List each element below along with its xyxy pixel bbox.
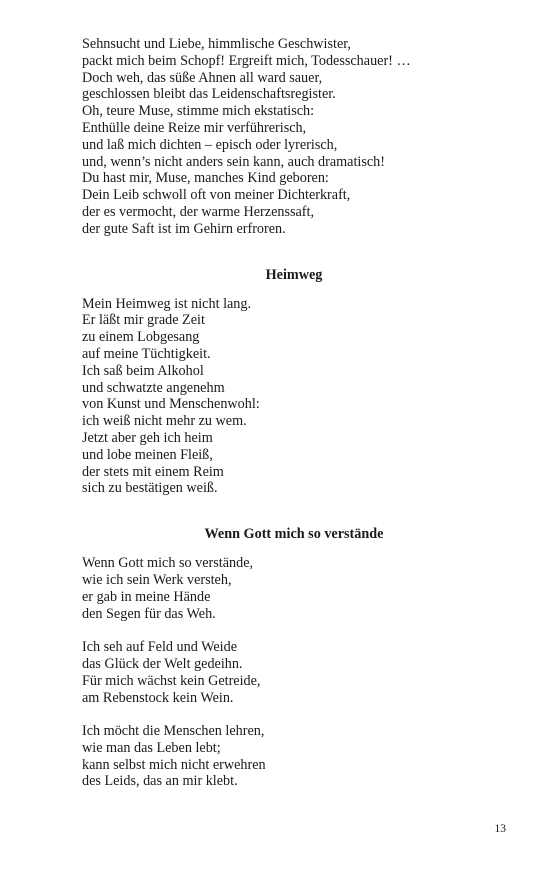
poem-title-wenn-gott: Wenn Gott mich so verstände bbox=[204, 526, 384, 543]
poem-line: Ich seh auf Feld und Weide bbox=[82, 639, 238, 656]
poem-line: den Segen für das Weh. bbox=[82, 605, 216, 622]
poem-line: wie man das Leben lebt; bbox=[82, 739, 221, 756]
page-number: 13 bbox=[494, 823, 506, 835]
poem-line: der stets mit einem Reim bbox=[82, 463, 224, 480]
poem-line: Für mich wächst kein Getreide, bbox=[82, 672, 261, 689]
poem-line: und, wenn’s nicht anders sein kann, auch dramatisch! bbox=[82, 153, 385, 170]
poem-line: Mein Heimweg ist nicht lang. bbox=[82, 295, 252, 312]
poem-heimweg bbox=[82, 296, 512, 498]
poem-line: des Leids, das an mir klebt. bbox=[82, 773, 238, 790]
stanza bbox=[82, 555, 512, 622]
poem-line: ich weiß nicht mehr zu wem. bbox=[82, 413, 247, 430]
stanza-gap bbox=[82, 706, 512, 723]
stanza-gap bbox=[82, 622, 512, 639]
poem-line: geschlossen bleibt das Leidenschaftsregister. bbox=[82, 86, 336, 103]
poem-line: sich zu bestätigen weiß. bbox=[82, 480, 218, 497]
poem-line: der es vermocht, der warme Herzenssaft, bbox=[82, 203, 315, 220]
poem-line: und schwatzte angenehm bbox=[82, 379, 225, 396]
poem-line: Er läßt mir grade Zeit bbox=[82, 312, 205, 329]
poem-line: zu einem Lobgesang bbox=[82, 329, 200, 346]
poem-line: Sehnsucht und Liebe, himmlische Geschwister, bbox=[82, 36, 351, 52]
poem-line: der gute Saft ist im Gehirn erfroren. bbox=[82, 220, 286, 237]
stanza bbox=[82, 639, 512, 706]
poem-line: packt mich beim Schopf! Ergreift mich, Todesschauer! … bbox=[82, 52, 411, 69]
page-body bbox=[82, 36, 512, 790]
poem-line: Ich saß beim Alkohol bbox=[82, 362, 204, 379]
poem-line: Jetzt aber geh ich heim bbox=[82, 429, 213, 446]
poem-line: Doch weh, das süße Ahnen all ward sauer, bbox=[82, 69, 323, 86]
poem-line: er gab in meine Hände bbox=[82, 588, 211, 605]
poem-line: am Rebenstock kein Wein. bbox=[82, 689, 234, 706]
poem-line: Dein Leib schwoll oft von meiner Dichterkraft, bbox=[82, 187, 351, 204]
poem-line: von Kunst und Menschenwohl: bbox=[82, 396, 260, 413]
poem-line: Enthülle deine Reize mir verführerisch, bbox=[82, 119, 307, 136]
poem-line: Wenn Gott mich so verstände, bbox=[82, 555, 254, 572]
poem-line: Du hast mir, Muse, manches Kind geboren: bbox=[82, 170, 329, 187]
poem-title-heimweg: Heimweg bbox=[265, 266, 323, 283]
poem-continuation bbox=[82, 36, 512, 238]
poem-line: und laß mich dichten – episch oder lyrerisch, bbox=[82, 136, 338, 153]
poem-line: auf meine Tüchtigkeit. bbox=[82, 345, 211, 362]
poem-wenn-gott bbox=[82, 555, 512, 790]
poem-line: das Glück der Welt gedeihn. bbox=[82, 655, 243, 672]
stanza bbox=[82, 723, 512, 790]
poem-line: Ich möcht die Menschen lehren, bbox=[82, 723, 265, 740]
poem-line: wie ich sein Werk versteh, bbox=[82, 571, 232, 588]
poem-line: und lobe meinen Fleiß, bbox=[82, 446, 213, 463]
poem-line: kann selbst mich nicht erwehren bbox=[82, 756, 266, 773]
poem-line: Oh, teure Muse, stimme mich ekstatisch: bbox=[82, 103, 315, 120]
